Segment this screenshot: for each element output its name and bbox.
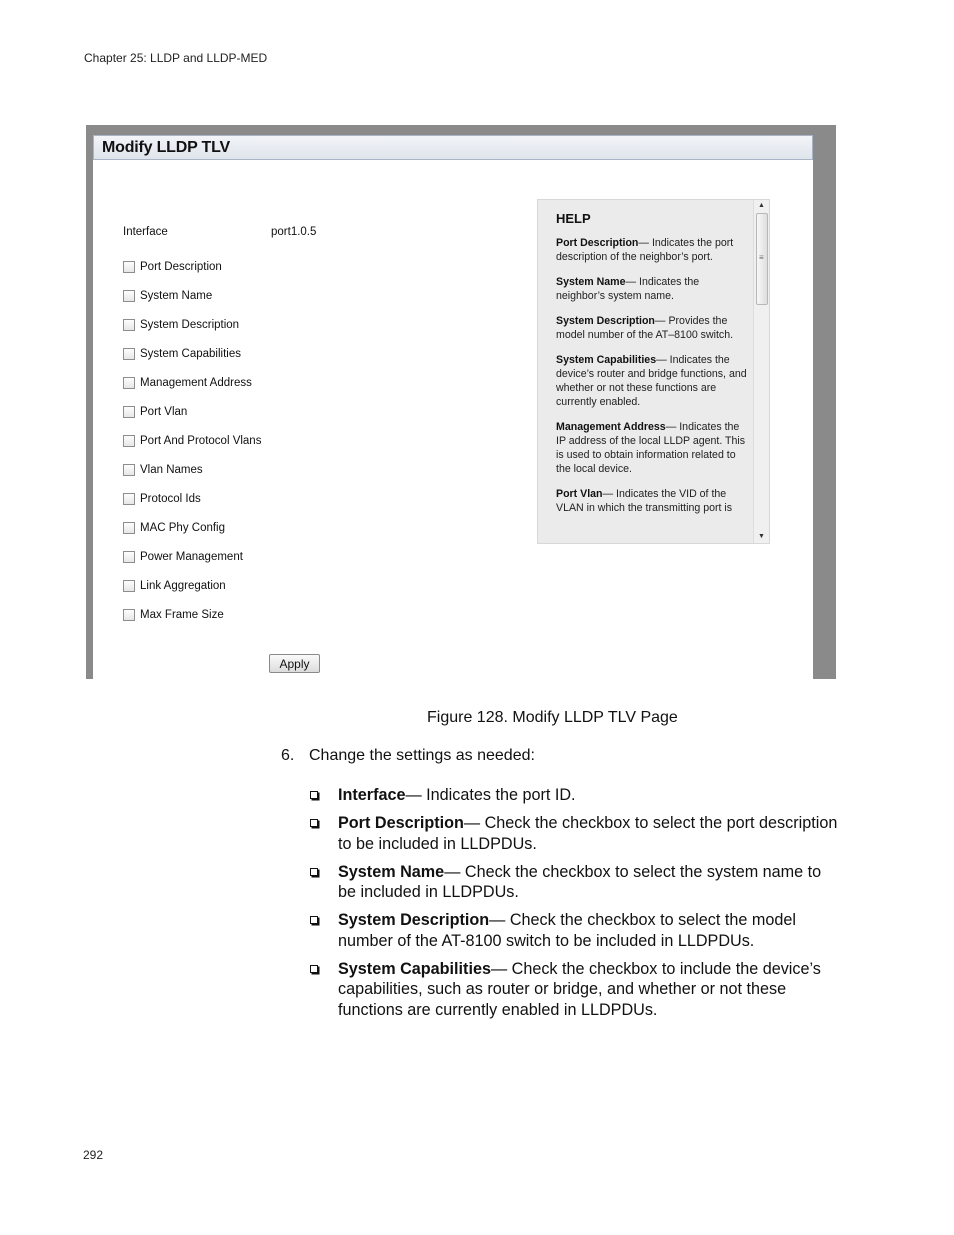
help-entry <box>556 314 748 342</box>
item-term: Port Description <box>338 814 464 832</box>
option-max-frame-size[interactable] <box>123 607 224 623</box>
port-vlan-checkbox[interactable] <box>123 406 135 418</box>
figure-caption: Figure 128. Modify LLDP TLV Page <box>427 709 678 726</box>
step-text: Change the settings as needed: <box>309 747 535 764</box>
modify-lldp-tlv-panel <box>93 135 813 679</box>
link-aggregation-checkbox[interactable] <box>123 580 135 592</box>
square-bullet-icon <box>310 791 318 799</box>
scrollbar-thumb[interactable] <box>756 213 768 305</box>
help-title: HELP <box>556 211 591 226</box>
item-text: — Check the checkbox to include the device’s capabilities, such as router or bridge, and whether or not these functions are currently enabled in LLDPDUs. <box>338 959 821 1019</box>
interface-value: port1.0.5 <box>271 226 317 238</box>
item-term: System Name <box>338 862 445 881</box>
option-management-address[interactable] <box>123 375 252 391</box>
help-term: Port Description <box>556 237 639 249</box>
apply-button[interactable]: Apply <box>269 654 320 673</box>
list-item <box>308 813 838 854</box>
power-management-checkbox[interactable] <box>123 551 135 563</box>
settings-list <box>308 785 838 1028</box>
list-item <box>308 862 838 903</box>
help-entry <box>556 487 748 515</box>
system-capabilities-checkbox[interactable] <box>123 348 135 360</box>
item-text: — Check the checkbox to select the system name to be included in LLDPDUs. <box>338 862 822 901</box>
step-number: 6. <box>281 747 295 764</box>
help-content <box>556 212 748 526</box>
protocol-ids-checkbox[interactable] <box>123 493 135 505</box>
interface-label: Interface <box>123 226 168 238</box>
option-vlan-names[interactable] <box>123 462 203 478</box>
option-label: System Capabilities <box>140 348 241 360</box>
help-entry <box>556 353 748 409</box>
help-text: — Indicates the IP address of the local LLDP agent. This is used to obtain information related to the local device. <box>556 421 746 475</box>
item-text: — Check the checkbox to select the port description to be included in LLDPDUs. <box>338 814 838 853</box>
square-bullet-icon <box>310 965 318 973</box>
list-item <box>308 910 838 951</box>
panel-title: Modify LLDP TLV <box>102 139 230 156</box>
option-label: Power Management <box>140 551 243 563</box>
page-number: 292 <box>83 1148 104 1162</box>
system-description-checkbox[interactable] <box>123 319 135 331</box>
option-label: Link Aggregation <box>140 580 226 592</box>
option-label: Port And Protocol Vlans <box>140 435 262 447</box>
help-term: System Description <box>556 315 655 327</box>
help-text: — Indicates the neighbor’s system name. <box>556 276 700 302</box>
scroll-down-arrow-icon[interactable]: ▼ <box>758 533 765 540</box>
option-power-management[interactable] <box>123 549 243 565</box>
help-term: System Name <box>556 276 626 288</box>
mac-phy-config-checkbox[interactable] <box>123 522 135 534</box>
option-label: System Name <box>140 290 213 302</box>
option-system-name[interactable] <box>123 288 212 304</box>
option-mac-phy-config[interactable] <box>123 520 225 536</box>
help-text: — Provides the model number of the AT–8100 switch. <box>556 315 734 341</box>
square-bullet-icon <box>310 819 318 827</box>
screenshot-figure <box>86 125 836 679</box>
item-term: System Description <box>338 911 490 929</box>
list-item <box>308 785 838 806</box>
port-description-checkbox[interactable] <box>123 261 135 273</box>
system-name-checkbox[interactable] <box>123 290 135 302</box>
option-label: Management Address <box>140 377 252 389</box>
option-label: Max Frame Size <box>140 609 224 621</box>
help-term: System Capabilities <box>556 354 657 366</box>
option-port-vlan[interactable] <box>123 404 187 420</box>
option-label: MAC Phy Config <box>140 522 226 534</box>
option-system-capabilities[interactable] <box>123 346 241 362</box>
item-term: Interface <box>338 786 406 804</box>
help-entry <box>556 236 748 264</box>
option-link-aggregation[interactable] <box>123 578 226 594</box>
help-panel[interactable] <box>537 199 770 544</box>
max-frame-size-checkbox[interactable] <box>123 609 135 621</box>
list-item <box>308 959 838 1021</box>
grip-icon: ≡ <box>759 253 764 262</box>
help-text: — Indicates the port description of the neighbor’s port. <box>556 237 734 263</box>
help-term: Port Vlan <box>556 488 603 500</box>
option-label: Port Description <box>140 261 222 273</box>
option-system-description[interactable] <box>123 317 239 333</box>
option-protocol-ids[interactable] <box>123 491 201 507</box>
square-bullet-icon <box>310 868 318 876</box>
option-label: Vlan Names <box>140 464 203 476</box>
option-port-description[interactable] <box>123 259 222 275</box>
option-label: System Description <box>140 319 240 331</box>
help-entry <box>556 420 748 476</box>
square-bullet-icon <box>310 916 318 924</box>
panel-header <box>93 135 813 160</box>
item-term: System Capabilities <box>338 959 491 978</box>
item-text: — Indicates the port ID. <box>405 786 576 804</box>
port-and-protocol-vlans-checkbox[interactable] <box>123 435 135 447</box>
vlan-names-checkbox[interactable] <box>123 464 135 476</box>
help-term: Management Address <box>556 421 666 433</box>
option-port-and-protocol-vlans[interactable] <box>123 433 261 449</box>
help-scrollbar[interactable] <box>753 200 769 543</box>
running-head: Chapter 25: LLDP and LLDP-MED <box>84 51 268 65</box>
management-address-checkbox[interactable] <box>123 377 135 389</box>
scroll-up-arrow-icon[interactable]: ▲ <box>758 202 765 209</box>
option-label: Protocol Ids <box>140 493 201 505</box>
help-entry <box>556 275 748 303</box>
help-text: — Indicates the device’s router and bridge functions, and whether or not these functions are currently enabled. <box>556 354 747 408</box>
item-text: — Check the checkbox to select the model number of the AT-8100 switch to be included in LLDPDUs. <box>338 911 796 950</box>
option-label: Port Vlan <box>140 406 188 418</box>
help-text: — Indicates the VID of the VLAN in which the transmitting port is <box>556 488 733 514</box>
step-instruction <box>281 747 535 765</box>
